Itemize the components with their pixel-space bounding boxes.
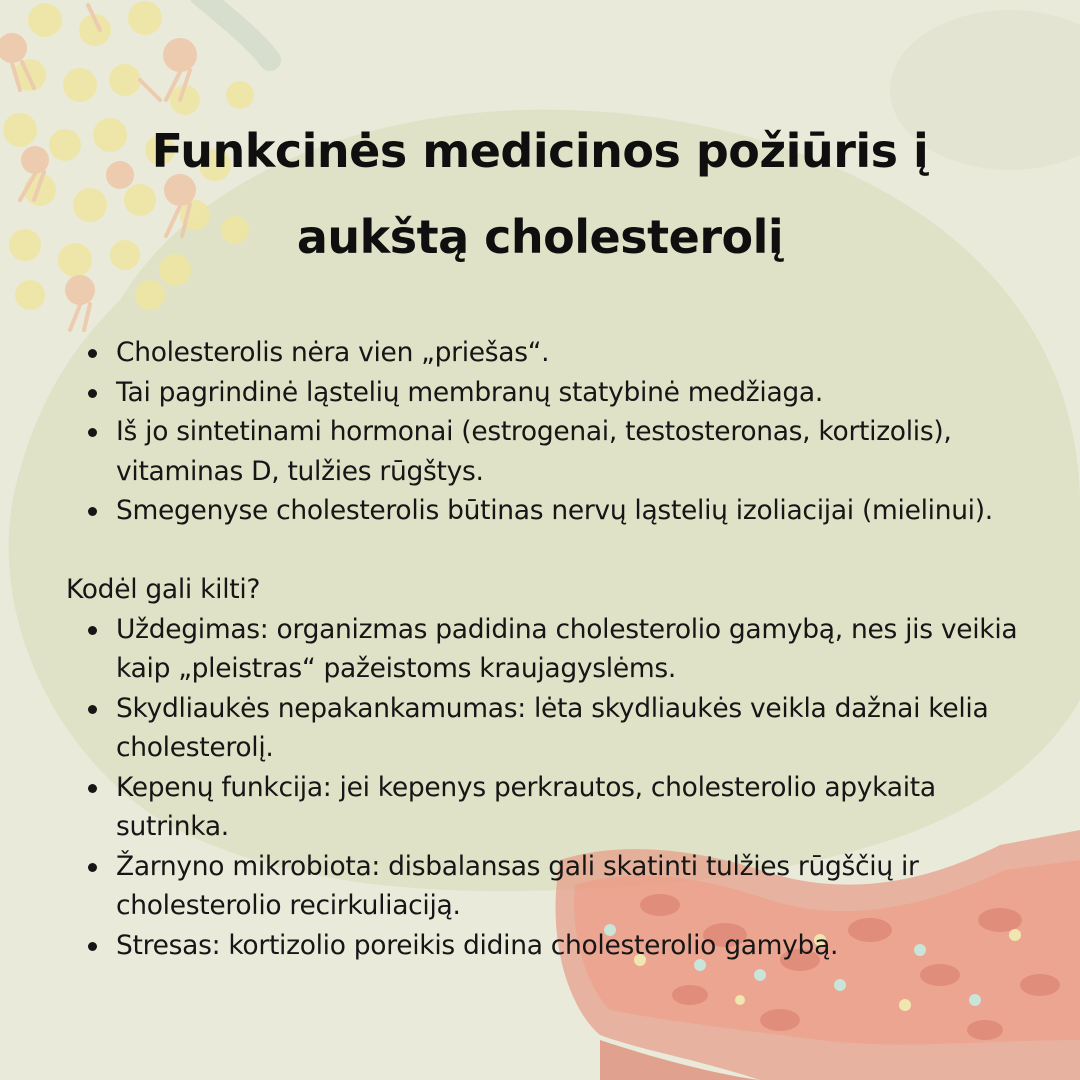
list-item: Stresas: kortizolio poreikis didina cholesterolio gamybą. [66, 926, 1046, 966]
list-item: Skydliaukės nepakankamumas: lėta skydliaukės veikla dažnai kelia cholesterolį. [66, 689, 1046, 768]
causes-heading: Kodėl gali kilti? [66, 574, 261, 605]
intro-bullet-list [66, 333, 1046, 531]
list-item: Kepenų funkcija: jei kepenys perkrautos, cholesterolio apykaita sutrinka. [66, 768, 1046, 847]
list-item: Žarnyno mikrobiota: disbalansas gali skatinti tulžies rūgščių ir cholesterolio recirkuliaciją. [66, 847, 1046, 926]
list-item: Uždegimas: organizmas padidina cholesterolio gamybą, nes jis veikia kaip „pleistras“ pažeistoms kraujagyslėms. [66, 610, 1046, 689]
content-body [66, 333, 1046, 965]
page-title: Funkcinės medicinos požiūris į aukštą cholesterolį [151, 124, 929, 264]
spacer [66, 531, 1046, 571]
list-item: Cholesterolis nėra vien „priešas“. [66, 333, 1046, 373]
list-item: Smegenyse cholesterolis būtinas nervų ląstelių izoliacijai (mielinui). [66, 491, 1046, 531]
list-item: Tai pagrindinė ląstelių membranų statybinė medžiaga. [66, 373, 1046, 413]
causes-bullet-list [66, 610, 1046, 966]
list-item: Iš jo sintetinami hormonai (estrogenai, testosteronas, kortizolis), vitaminas D, tulžies rūgštys. [66, 412, 1046, 491]
